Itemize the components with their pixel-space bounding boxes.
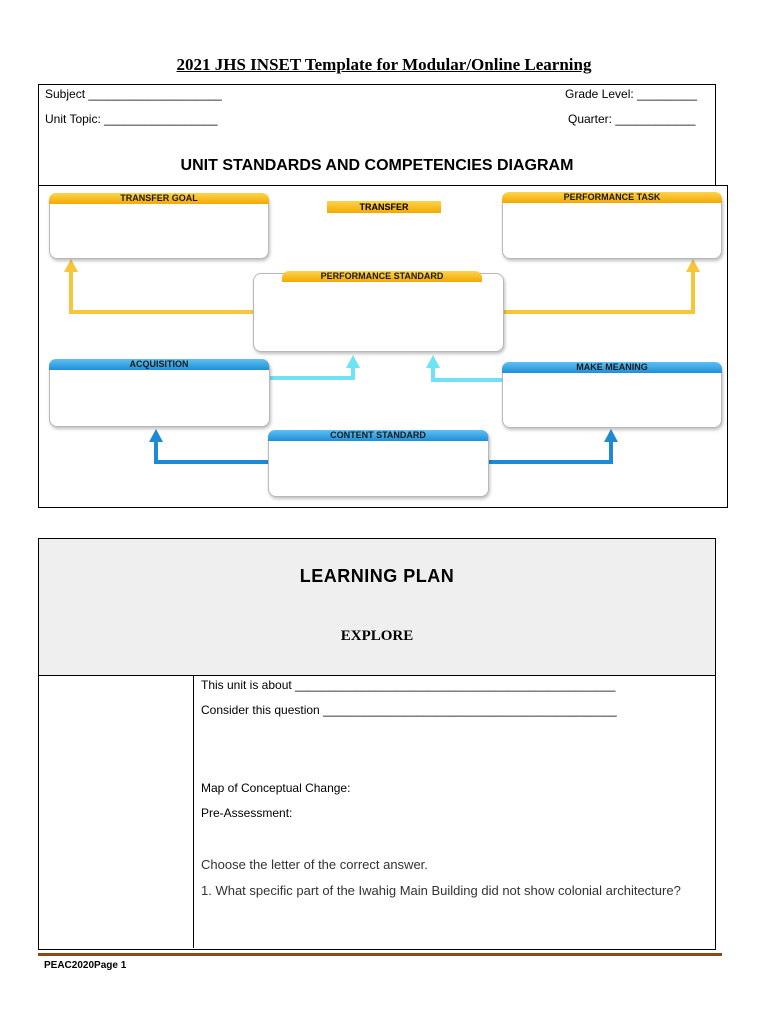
footer-line	[38, 953, 722, 956]
question-1: 1. What specific part of the Iwahig Main Building did not show colonial architecture?	[201, 883, 681, 898]
quarter-field: Quarter: ____________	[568, 112, 696, 126]
consider-question-line: Consider this question ____________________________________________	[201, 703, 617, 717]
arrow-content-to-acquisition	[156, 440, 268, 462]
performance-standard-label: PERFORMANCE STANDARD	[282, 271, 482, 282]
learning-plan-header	[39, 539, 715, 676]
learning-plan-title: LEARNING PLAN	[299, 566, 455, 586]
arrowhead-performance-task	[686, 259, 700, 272]
arrowhead-acq-standard	[346, 355, 360, 368]
transfer-label: TRANSFER	[327, 201, 441, 213]
arrow-to-transfer-goal	[71, 270, 253, 312]
map-conceptual-change: Map of Conceptual Change:	[201, 781, 351, 795]
instruction-text: Choose the letter of the correct answer.	[201, 857, 428, 872]
arrow-acquisition-to-standard	[268, 366, 353, 378]
arrowhead-content-acquisition	[149, 429, 163, 442]
page-footer: PEAC2020Page 1	[44, 960, 127, 971]
acquisition-label: ACQUISITION	[49, 359, 269, 370]
performance-task-label: PERFORMANCE TASK	[502, 192, 722, 203]
arrowhead-transfer-goal	[64, 259, 78, 272]
make-meaning-label: MAKE MEANING	[502, 362, 722, 373]
pre-assessment-label: Pre-Assessment:	[201, 806, 293, 820]
unit-about-line: This unit is about ________________________________________________	[201, 678, 616, 692]
arrowhead-meaning-standard	[426, 355, 440, 368]
document-title: 2021 JHS INSET Template for Modular/Online Learning	[176, 55, 592, 74]
diagram-title: UNIT STANDARDS AND COMPETENCIES DIAGRAM	[180, 157, 574, 174]
arrowhead-content-meaning	[604, 429, 618, 442]
content-standard-label: CONTENT STANDARD	[268, 430, 488, 441]
arrow-to-performance-task	[502, 270, 693, 312]
transfer-goal-label: TRANSFER GOAL	[49, 193, 269, 204]
arrow-content-to-meaning	[488, 440, 611, 462]
column-divider	[193, 675, 194, 948]
subject-field: Subject ____________________	[45, 87, 222, 101]
acquisition-card	[49, 360, 270, 427]
explore-heading: EXPLORE	[340, 628, 414, 644]
grade-level-field: Grade Level: _________	[565, 87, 698, 101]
performance-standard-card	[253, 273, 504, 352]
arrow-meaning-to-standard	[433, 366, 502, 380]
unit-topic-field: Unit Topic: _________________	[45, 112, 218, 126]
